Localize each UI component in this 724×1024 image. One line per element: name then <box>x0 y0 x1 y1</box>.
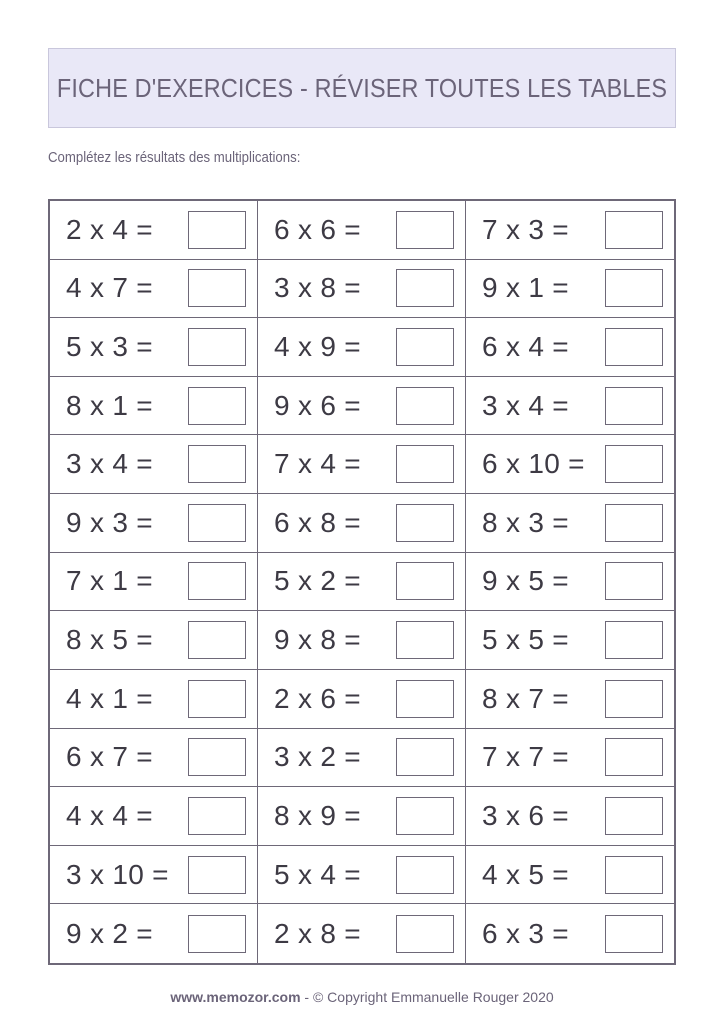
answer-box[interactable] <box>605 856 663 894</box>
answer-box[interactable] <box>396 562 454 600</box>
multiplication-expression: 8 x 1 = <box>66 389 153 421</box>
answer-box[interactable] <box>188 562 246 600</box>
exercise-cell <box>50 318 258 377</box>
exercise-cell <box>466 494 674 553</box>
answer-box[interactable] <box>188 269 246 307</box>
multiplication-expression: 7 x 3 = <box>482 213 569 245</box>
instruction-text: Complétez les résultats des multiplications: <box>48 149 301 166</box>
multiplication-expression: 5 x 4 = <box>274 858 361 890</box>
answer-box[interactable] <box>188 680 246 718</box>
multiplication-expression: 3 x 10 = <box>66 858 169 890</box>
multiplication-expression: 8 x 9 = <box>274 799 361 831</box>
exercise-cell <box>466 318 674 377</box>
answer-box[interactable] <box>605 562 663 600</box>
exercise-cell <box>466 435 674 494</box>
exercise-cell <box>466 201 674 260</box>
exercise-cell <box>466 846 674 905</box>
answer-box[interactable] <box>396 445 454 483</box>
multiplication-expression: 2 x 8 = <box>274 917 361 949</box>
exercise-cell <box>258 318 466 377</box>
multiplication-expression: 6 x 10 = <box>482 448 585 480</box>
answer-box[interactable] <box>605 797 663 835</box>
multiplication-expression: 7 x 1 = <box>66 565 153 597</box>
exercise-cell <box>50 377 258 436</box>
footer <box>0 989 724 1005</box>
exercise-cell <box>50 201 258 260</box>
answer-box[interactable] <box>188 621 246 659</box>
multiplication-expression: 3 x 4 = <box>482 389 569 421</box>
exercise-cell <box>50 435 258 494</box>
answer-box[interactable] <box>605 387 663 425</box>
answer-box[interactable] <box>396 797 454 835</box>
answer-box[interactable] <box>396 680 454 718</box>
exercise-cell <box>258 377 466 436</box>
exercise-cell <box>50 729 258 788</box>
answer-box[interactable] <box>396 211 454 249</box>
multiplication-expression: 3 x 4 = <box>66 448 153 480</box>
multiplication-expression: 6 x 6 = <box>274 213 361 245</box>
answer-box[interactable] <box>188 856 246 894</box>
answer-box[interactable] <box>605 915 663 953</box>
multiplication-expression: 6 x 4 = <box>482 331 569 363</box>
multiplication-expression: 9 x 5 = <box>482 565 569 597</box>
answer-box[interactable] <box>188 328 246 366</box>
exercise-cell <box>50 553 258 612</box>
multiplication-expression: 4 x 4 = <box>66 799 153 831</box>
multiplication-expression: 8 x 3 = <box>482 506 569 538</box>
exercise-cell <box>50 670 258 729</box>
multiplication-expression: 9 x 6 = <box>274 389 361 421</box>
answer-box[interactable] <box>605 621 663 659</box>
multiplication-expression: 6 x 8 = <box>274 506 361 538</box>
exercise-cell <box>50 260 258 319</box>
answer-box[interactable] <box>396 328 454 366</box>
exercise-cell <box>258 494 466 553</box>
multiplication-expression: 4 x 9 = <box>274 331 361 363</box>
multiplication-expression: 9 x 8 = <box>274 624 361 656</box>
multiplication-expression: 9 x 2 = <box>66 917 153 949</box>
multiplication-expression: 2 x 6 = <box>274 682 361 714</box>
answer-box[interactable] <box>396 387 454 425</box>
exercise-cell <box>466 377 674 436</box>
answer-box[interactable] <box>188 211 246 249</box>
answer-box[interactable] <box>605 211 663 249</box>
multiplication-expression: 2 x 4 = <box>66 213 153 245</box>
answer-box[interactable] <box>605 738 663 776</box>
multiplication-expression: 7 x 4 = <box>274 448 361 480</box>
answer-box[interactable] <box>605 680 663 718</box>
exercise-cell <box>466 260 674 319</box>
multiplication-expression: 8 x 5 = <box>66 624 153 656</box>
multiplication-expression: 7 x 7 = <box>482 741 569 773</box>
multiplication-expression: 3 x 6 = <box>482 799 569 831</box>
exercise-cell <box>258 846 466 905</box>
multiplication-expression: 4 x 5 = <box>482 858 569 890</box>
multiplication-expression: 8 x 7 = <box>482 682 569 714</box>
exercise-cell <box>50 787 258 846</box>
answer-box[interactable] <box>188 387 246 425</box>
answer-box[interactable] <box>188 797 246 835</box>
exercise-cell <box>258 553 466 612</box>
exercise-grid <box>48 199 676 965</box>
answer-box[interactable] <box>605 504 663 542</box>
multiplication-expression: 4 x 1 = <box>66 682 153 714</box>
exercise-cell <box>466 904 674 963</box>
footer-copyright: - © Copyright Emmanuelle Rouger 2020 <box>300 989 554 1005</box>
multiplication-expression: 5 x 3 = <box>66 331 153 363</box>
exercise-cell <box>258 904 466 963</box>
exercise-cell <box>258 201 466 260</box>
exercise-cell <box>466 670 674 729</box>
exercise-cell <box>466 787 674 846</box>
answer-box[interactable] <box>188 915 246 953</box>
answer-box[interactable] <box>396 738 454 776</box>
exercise-cell <box>50 494 258 553</box>
exercise-cell <box>50 904 258 963</box>
exercise-cell <box>466 611 674 670</box>
multiplication-expression: 6 x 7 = <box>66 741 153 773</box>
multiplication-expression: 9 x 1 = <box>482 272 569 304</box>
multiplication-expression: 4 x 7 = <box>66 272 153 304</box>
exercise-cell <box>50 611 258 670</box>
exercise-cell <box>258 729 466 788</box>
answer-box[interactable] <box>605 269 663 307</box>
answer-box[interactable] <box>188 504 246 542</box>
exercise-cell <box>258 611 466 670</box>
multiplication-expression: 3 x 2 = <box>274 741 361 773</box>
multiplication-expression: 3 x 8 = <box>274 272 361 304</box>
multiplication-expression: 9 x 3 = <box>66 506 153 538</box>
title-banner <box>48 48 676 128</box>
multiplication-expression: 6 x 3 = <box>482 917 569 949</box>
exercise-cell <box>258 787 466 846</box>
exercise-cell <box>466 553 674 612</box>
exercise-cell <box>258 260 466 319</box>
answer-box[interactable] <box>396 856 454 894</box>
answer-box[interactable] <box>396 504 454 542</box>
page-title: FICHE D'EXERCICES - RÉVISER TOUTES LES TABLES <box>56 72 668 103</box>
exercise-cell <box>258 435 466 494</box>
exercise-cell <box>466 729 674 788</box>
answer-box[interactable] <box>188 445 246 483</box>
multiplication-expression: 5 x 5 = <box>482 624 569 656</box>
answer-box[interactable] <box>188 738 246 776</box>
answer-box[interactable] <box>396 269 454 307</box>
exercise-cell <box>50 846 258 905</box>
answer-box[interactable] <box>605 328 663 366</box>
multiplication-expression: 5 x 2 = <box>274 565 361 597</box>
answer-box[interactable] <box>605 445 663 483</box>
answer-box[interactable] <box>396 915 454 953</box>
footer-site-link[interactable]: www.memozor.com <box>170 989 301 1005</box>
answer-box[interactable] <box>396 621 454 659</box>
exercise-cell <box>258 670 466 729</box>
